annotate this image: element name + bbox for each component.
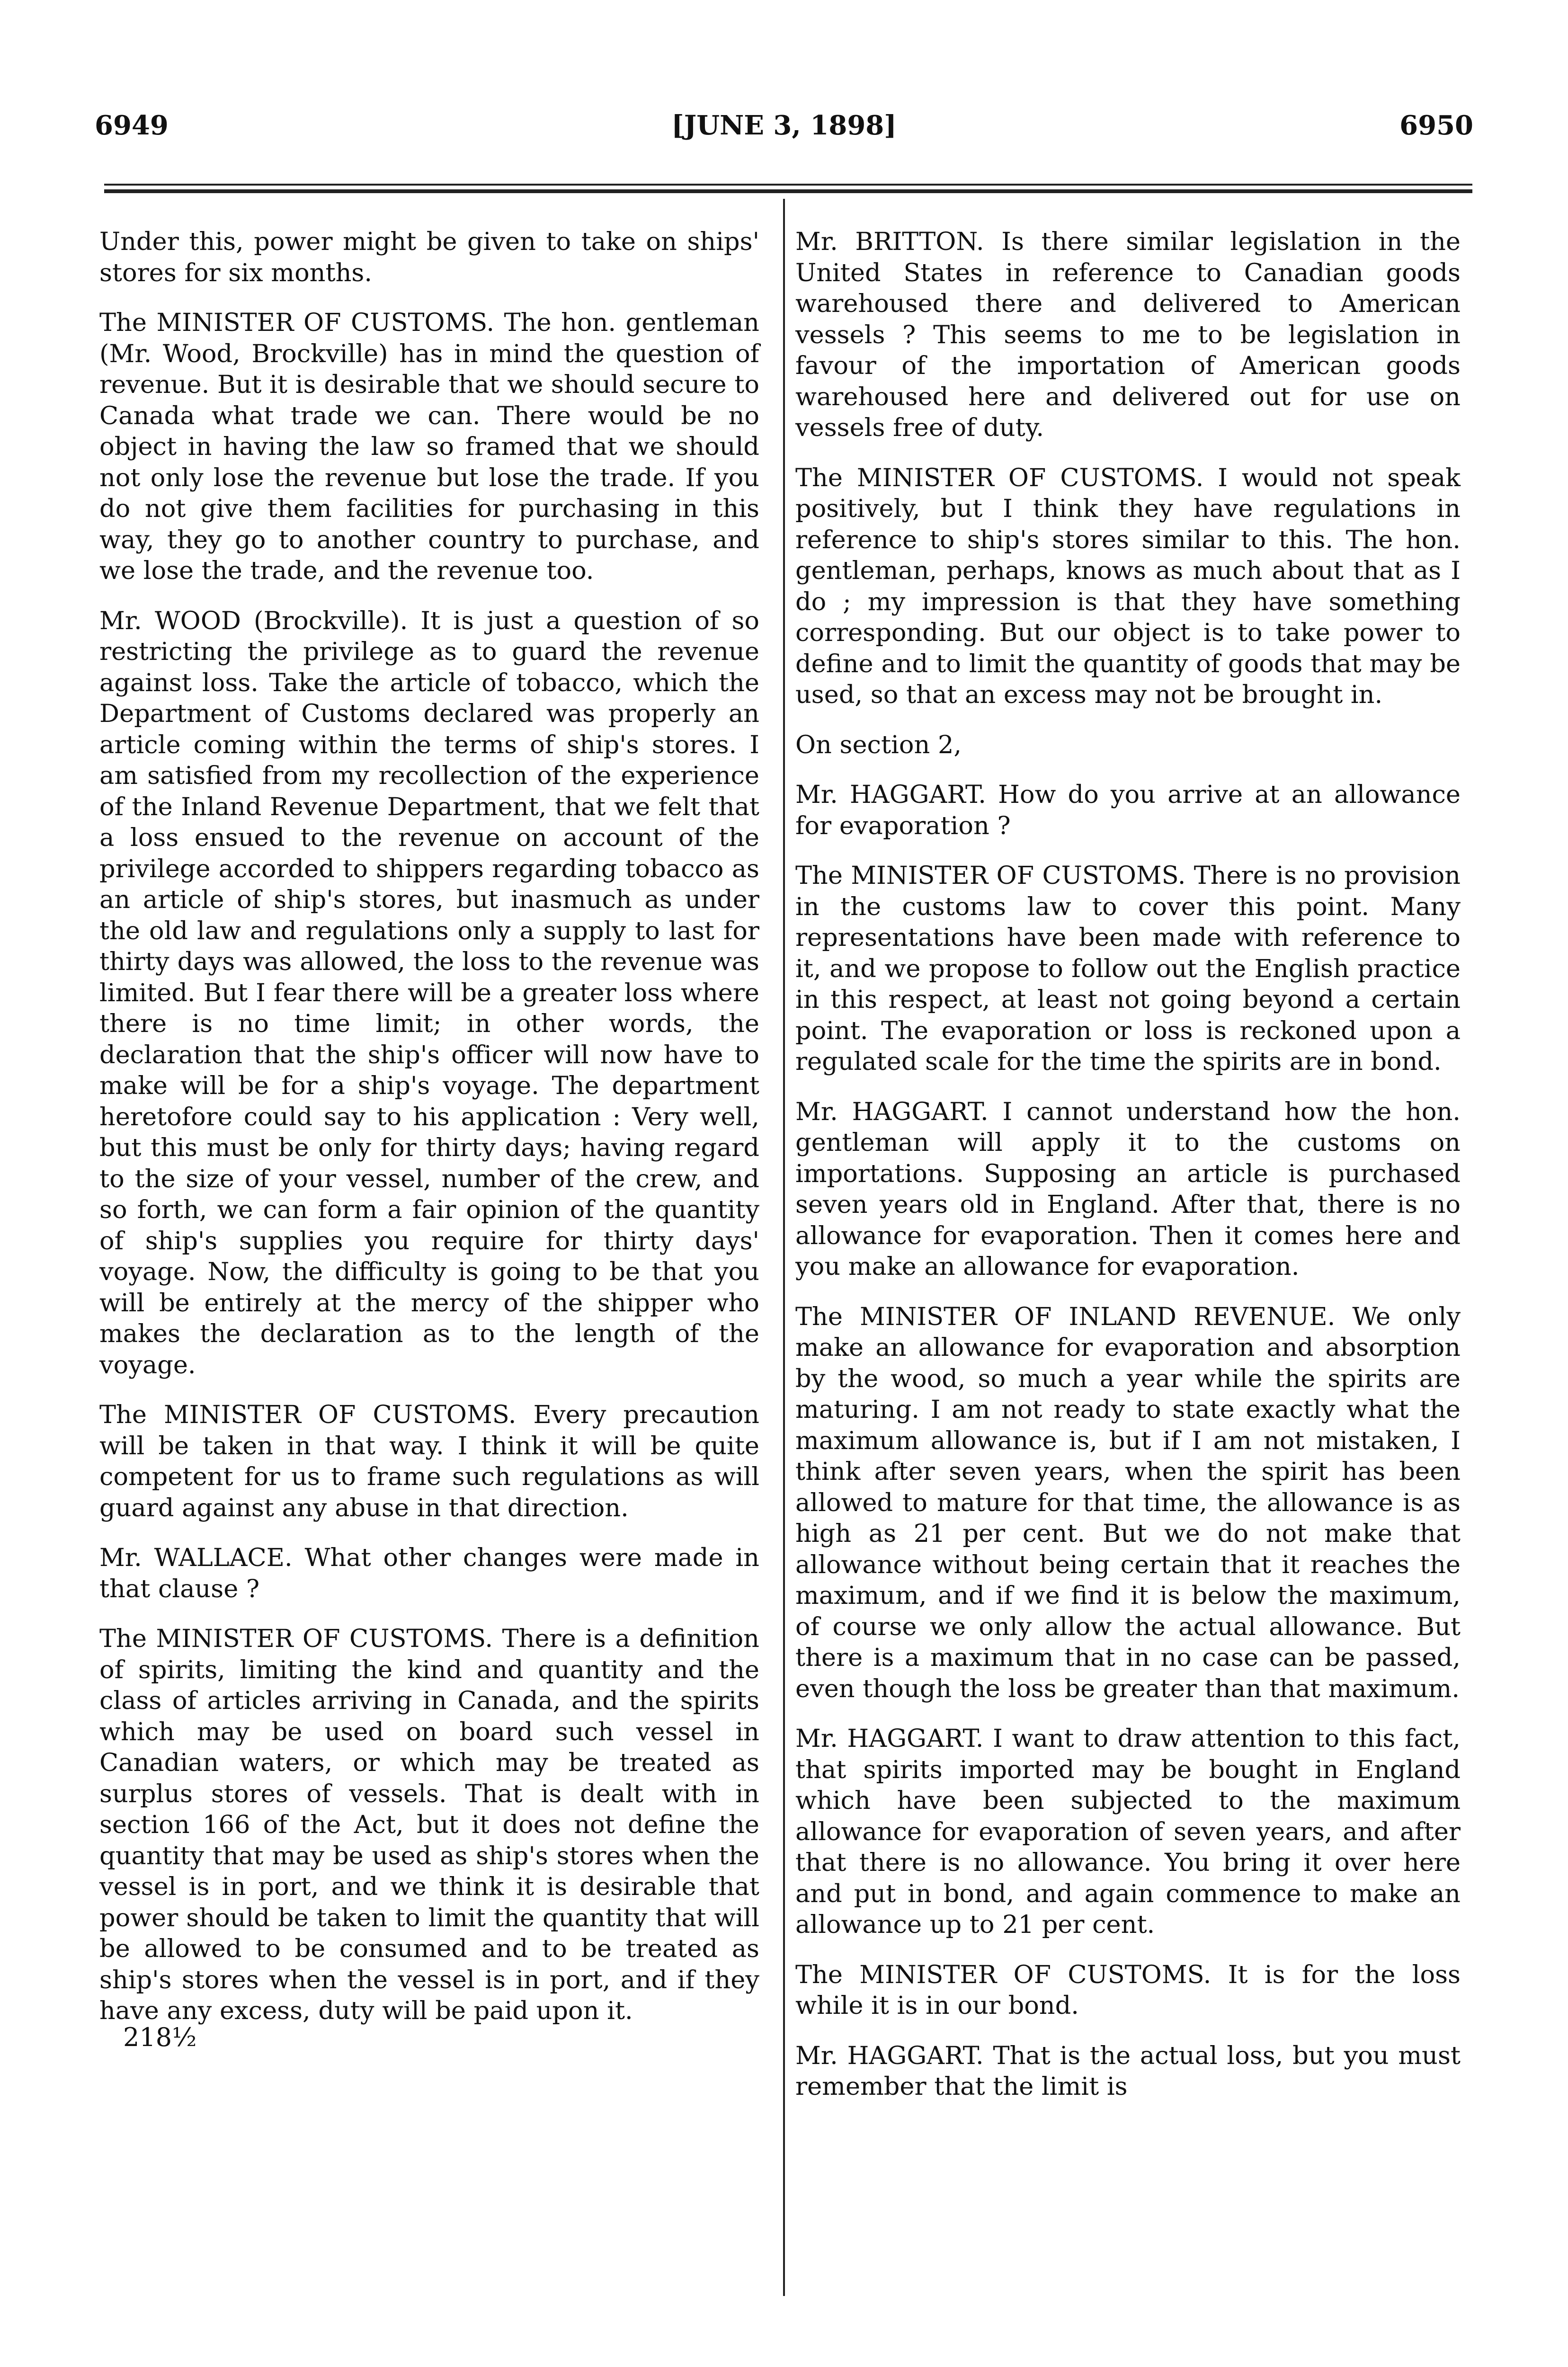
paragraph: Mr. HAGGART. How do you arrive at an allowance for evaporation ? bbox=[795, 780, 1461, 840]
left-column bbox=[99, 226, 759, 2053]
paragraph: The MINISTER OF CUSTOMS. The hon. gentleman (Mr. Wood, Brockville) has in mind the question of revenue. But it is desirable that we should secure to Canada what trade we can. There would be no object in having the law so framed that we should not only lose the revenue but lose the trade. If you do not give them facilities for purchasing in this way, they go to another country to purchase, and we lose the trade, and the revenue too. bbox=[99, 308, 759, 585]
header-rule-thick bbox=[104, 189, 1472, 193]
column-divider bbox=[783, 199, 785, 2296]
paragraph: On section 2, bbox=[795, 730, 962, 759]
page-date: [JUNE 3, 1898] bbox=[671, 110, 897, 141]
paragraph: The MINISTER OF CUSTOMS. It is for the loss while it is in our bond. bbox=[795, 1960, 1461, 2020]
paragraph: Mr. HAGGART. I want to draw attention to this fact, that spirits imported may be bought in England which have been subjected to the maximum allowance for evaporation of seven years, and after that there is no allowance. You bring it over here and put in bond, and again commence to make an allowance up to 21 per cent. bbox=[795, 1724, 1461, 1939]
page-number-right: 6950 bbox=[1399, 110, 1473, 141]
page-header bbox=[0, 110, 1568, 152]
paragraph: Mr. WOOD (Brockville). It is just a question of so restricting the privilege as to guard the revenue against loss. Take the article of tobacco, which the Department of Customs declared was properly an article coming within the terms of ship's stores. I am satisfied from my recollection of the experience of the Inland Revenue Department, that we felt that a loss ensued to the revenue on account of the privilege accorded to shippers regarding tobacco as an article of ship's stores, but inasmuch as under the old law and regulations only a supply to last for thirty days was allowed, the loss to the revenue was limited. But I fear there will be a greater loss where there is no time limit; in other words, the declaration that the ship's officer will now have to make will be for a ship's voyage. The department heretofore could say to his application : Very well, but this must be only for thirty days; having regard to the size of your vessel, number of the crew, and so forth, we can form a fair opinion of the quantity of ship's supplies you require for thirty days' voyage. Now, the difficulty is going to be that you will be entirely at the mercy of the shipper who makes the declaration as to the length of the voyage. bbox=[99, 606, 759, 1379]
paragraph: The MINISTER OF CUSTOMS. Every precaution will be taken in that way. I think it will be quite competent for us to frame such regulations as will guard against any abuse in that direction. bbox=[99, 1400, 759, 1522]
paragraph: Mr. HAGGART. That is the actual loss, but you must remember that the limit is bbox=[795, 2041, 1461, 2101]
paragraph: Mr. BRITTON. Is there similar legislation in the United States in reference to Canadian goods warehoused there and delivered to American vessels ? This seems to me to be legislation in favour of the importation of American goods warehoused here and delivered out for use on vessels free of duty. bbox=[795, 227, 1461, 442]
paragraph: Under this, power might be given to take on ships' stores for six months. bbox=[99, 227, 759, 287]
paragraph: The MINISTER OF CUSTOMS. There is a definition of spirits, limiting the kind and quantity and the class of articles arriving in Canada, and the spirits which may be used on board such vessel in Canadian waters, or which may be treated as surplus stores of vessels. That is dealt with in section 166 of the Act, but it does not define the quantity that may be used as ship's stores when the vessel is in port, and we think it is desirable that power should be taken to limit the quantity that will be allowed to be consumed and to be treated as ship's stores when the vessel is in port, and if they have any excess, duty will be paid upon it. bbox=[99, 1624, 759, 2025]
right-column bbox=[795, 226, 1461, 2102]
paragraph: The MINISTER OF CUSTOMS. There is no provision in the customs law to cover this point. Many representations have been made with reference to it, and we propose to follow out the English practice in this respect, at least not going beyond a certain point. The evaporation or loss is reckoned upon a regulated scale for the time the spirits are in bond. bbox=[795, 861, 1461, 1076]
paragraph: The MINISTER OF INLAND REVENUE. We only make an allowance for evaporation and absorption by the wood, so much a year while the spirits are maturing. I am not ready to state exactly what the maximum allowance is, but if I am not mistaken, I think after seven years, when the spirit has been allowed to mature for that time, the allowance is as high as 21 per cent. But we do not make that allowance without being certain that it reaches the maximum, and if we find it is below the maximum, of course we only allow the actual allowance. But there is a maximum that in no case can be passed, even though the loss be greater than that maximum. bbox=[795, 1302, 1461, 1703]
paragraph: The MINISTER OF CUSTOMS. I would not speak positively, but I think they have regulations in reference to ship's stores similar to this. The hon. gentleman, perhaps, knows as much about that as I do ; my impression is that they have something corresponding. But our object is to take power to define and to limit the quantity of goods that may be used, so that an excess may not be brought in. bbox=[795, 463, 1461, 709]
paragraph: Mr. HAGGART. I cannot understand how the hon. gentleman will apply it to the customs on importations. Supposing an article is purchased seven years old in England. After that, there is no allowance for evaporation. Then it comes here and you make an allowance for evaporation. bbox=[795, 1097, 1461, 1281]
header-rule-thin bbox=[104, 184, 1472, 186]
page-number-left: 6949 bbox=[95, 110, 169, 141]
paragraph: Mr. WALLACE. What other changes were made in that clause ? bbox=[99, 1543, 759, 1603]
folio-mark: 218½ bbox=[123, 2022, 197, 2052]
